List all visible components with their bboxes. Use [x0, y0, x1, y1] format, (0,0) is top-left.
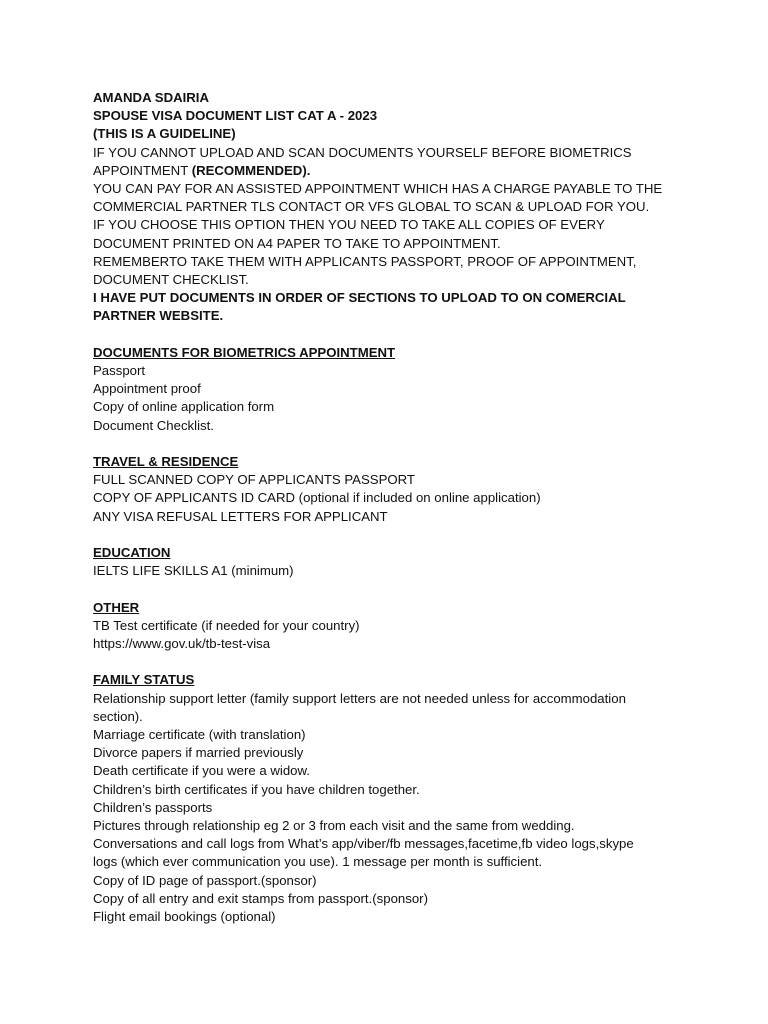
section-heading: TRAVEL & RESIDENCE [93, 454, 239, 470]
intro-line: COMMERCIAL PARTNER TLS CONTACT OR VFS GLOBAL TO SCAN & UPLOAD FOR YOU. [93, 199, 650, 215]
list-item: Children’s passports [93, 799, 213, 815]
recommended-label: (RECOMMENDED). [191, 162, 311, 178]
list-item: Passport [93, 363, 146, 379]
list-item: Copy of ID page of passport.(sponsor) [93, 872, 317, 888]
list-item: Pictures through relationship eg 2 or 3 from each visit and the same from wedding. [93, 818, 575, 834]
spacer [93, 580, 713, 598]
list-item: Marriage certificate (with translation) [93, 727, 306, 743]
intro-line: IF YOU CANNOT UPLOAD AND SCAN DOCUMENTS YOURSELF BEFORE BIOMETRICS [93, 144, 632, 160]
list-item: Flight email bookings (optional) [93, 909, 276, 925]
sections-note: PARTNER WEBSITE. [93, 308, 224, 324]
document-title: SPOUSE VISA DOCUMENT LIST CAT A - 2023 [93, 108, 378, 124]
intro-line: YOU CAN PAY FOR AN ASSISTED APPOINTMENT WHICH HAS A CHARGE PAYABLE TO THE [93, 181, 663, 197]
list-item: Children’s birth certificates if you have children together. [93, 781, 420, 797]
list-item: COPY OF APPLICANTS ID CARD (optional if included on online application) [93, 490, 541, 506]
author-name: AMANDA SDAIRIA [93, 90, 209, 105]
list-item: Conversations and call logs from What’s app/viber/fb messages,facetime,fb video logs,skype [93, 836, 634, 852]
list-item: Copy of online application form [93, 399, 275, 415]
list-item: Document Checklist. [93, 417, 214, 433]
intro-line: DOCUMENT PRINTED ON A4 PAPER TO TAKE TO APPOINTMENT. [93, 235, 501, 251]
spacer [93, 326, 713, 344]
intro-line: IF YOU CHOOSE THIS OPTION THEN YOU NEED TO TAKE ALL COPIES OF EVERY [93, 217, 605, 233]
list-item: Death certificate if you were a widow. [93, 763, 310, 779]
section-heading: DOCUMENTS FOR BIOMETRICS APPOINTMENT [93, 344, 396, 360]
list-item: Relationship support letter (family support letters are not needed unless for accommodation [93, 690, 626, 706]
list-item: IELTS LIFE SKILLS A1 (minimum) [93, 563, 294, 579]
list-item: logs (which ever communication you use). 1 message per month is sufficient. [93, 854, 543, 870]
list-item: TB Test certificate (if needed for your country) [93, 617, 360, 633]
spacer [93, 653, 713, 671]
spacer [93, 526, 713, 544]
section-heading: OTHER [93, 599, 140, 615]
list-item: ANY VISA REFUSAL LETTERS FOR APPLICANT [93, 508, 388, 524]
list-item: section). [93, 708, 143, 724]
intro-line [93, 162, 713, 180]
section-family-status [93, 671, 713, 926]
spacer [93, 435, 713, 453]
guideline-note: (THIS IS A GUIDELINE) [93, 126, 236, 142]
sections-note: I HAVE PUT DOCUMENTS IN ORDER OF SECTIONS TO UPLOAD TO ON COMERCIAL [93, 290, 626, 306]
section-other [93, 599, 713, 654]
document-body [93, 89, 713, 926]
list-item: FULL SCANNED COPY OF APPLICANTS PASSPORT [93, 472, 415, 488]
tb-test-link[interactable]: https://www.gov.uk/tb-test-visa [93, 636, 271, 652]
section-heading: FAMILY STATUS [93, 672, 195, 688]
list-item: Copy of all entry and exit stamps from passport.(sponsor) [93, 890, 428, 906]
section-biometrics [93, 344, 713, 435]
section-travel-residence [93, 453, 713, 526]
intro-line: DOCUMENT CHECKLIST. [93, 272, 249, 288]
list-item: Divorce papers if married previously [93, 745, 304, 761]
intro-text: APPOINTMENT [93, 162, 192, 178]
section-education [93, 544, 713, 580]
section-heading: EDUCATION [93, 545, 171, 561]
list-item: Appointment proof [93, 381, 201, 397]
intro-line: REMEMBERTO TAKE THEM WITH APPLICANTS PASSPORT, PROOF OF APPOINTMENT, [93, 253, 637, 269]
